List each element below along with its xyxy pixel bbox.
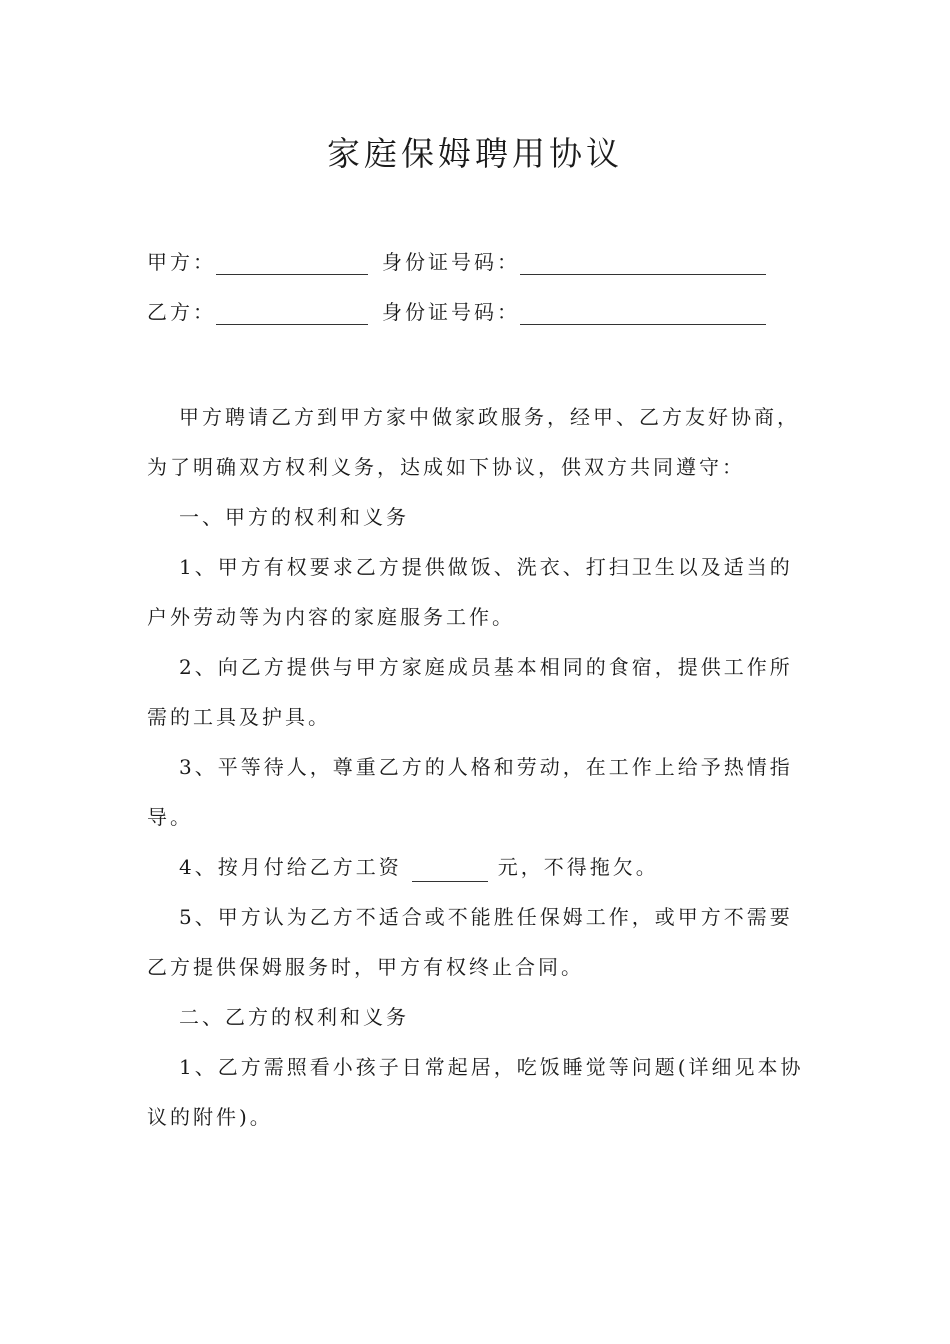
- party-a-id-blank: [520, 254, 766, 275]
- party-a-label: 甲方：: [147, 250, 216, 274]
- section-1-item-4: [147, 842, 807, 892]
- party-a-row: [147, 246, 766, 276]
- document-title: 家庭保姆聘用协议: [327, 134, 623, 173]
- section-1-item-5: 5、甲方认为乙方不适合或不能胜任保姆工作，或甲方不需要乙方提供保姆服务时，甲方有权终止合同。: [147, 905, 793, 979]
- party-b-name-blank: [216, 304, 368, 325]
- party-a-id-label: 身份证号码：: [382, 250, 520, 274]
- party-b-label: 乙方：: [147, 300, 216, 324]
- salary-amount-blank: [412, 859, 488, 882]
- section-2-heading: 二、乙方的权利和义务: [179, 1005, 409, 1029]
- section-1-item-2: 2、向乙方提供与甲方家庭成员基本相同的食宿，提供工作所需的工具及护具。: [147, 655, 793, 729]
- intro-paragraph: 甲方聘请乙方到甲方家中做家政服务，经甲、乙方友好协商，为了明确双方权利义务，达成如下协议，供双方共同遵守：: [147, 405, 800, 479]
- party-a-name-blank: [216, 254, 368, 275]
- party-b-row: [147, 296, 766, 326]
- section-1-item-3: 3、平等待人，尊重乙方的人格和劳动，在工作上给予热情指导。: [147, 755, 793, 829]
- section-1-heading: 一、甲方的权利和义务: [179, 505, 409, 529]
- agreement-body: [147, 392, 807, 1142]
- salary-clause-prefix: 4、按月付给乙方工资: [179, 855, 402, 879]
- party-b-id-blank: [520, 304, 766, 325]
- salary-clause-suffix: 元，不得拖欠。: [497, 855, 659, 879]
- section-2-item-1: 1、乙方需照看小孩子日常起居，吃饭睡觉等问题(详细见本协议的附件)。: [147, 1055, 804, 1129]
- section-1-item-1: 1、甲方有权要求乙方提供做饭、洗衣、打扫卫生以及适当的户外劳动等为内容的家庭服务工作。: [147, 555, 793, 629]
- party-b-id-label: 身份证号码：: [382, 300, 520, 324]
